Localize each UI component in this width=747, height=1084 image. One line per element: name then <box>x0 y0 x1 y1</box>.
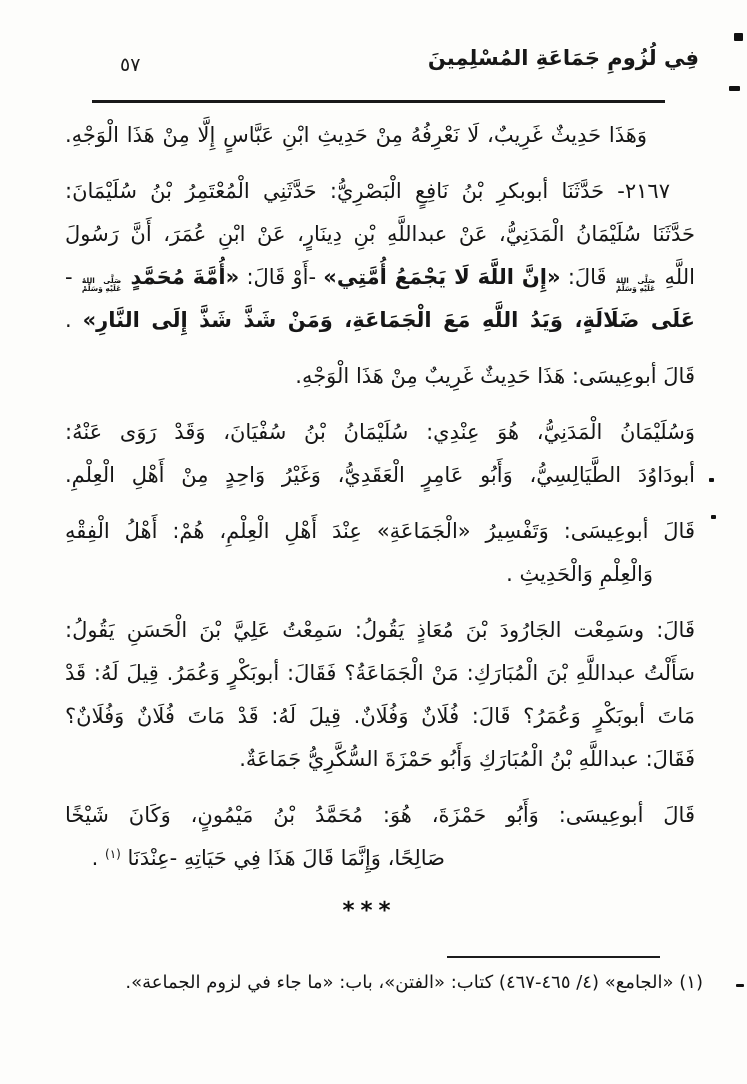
paragraph <box>65 794 695 880</box>
text-segment: فَقَالَ: عبداللَّهِ بْنُ الْمُبَارَكِ وَأَبُو حَمْزَةَ السُّكَّرِيُّ جَمَاعَةٌ. <box>239 747 695 771</box>
text-line <box>65 299 695 342</box>
scan-artifact <box>729 86 740 91</box>
text-segment: قَالَ: <box>560 265 607 289</box>
text-segment: وَسُلَيْمَانُ الْمَدَنِيُّ، هُوَ عِنْدِي: سُلَيْمَانُ بْنُ سُفْيَانَ، وَقَدْ رَوَى عَنْهُ: <box>65 420 695 444</box>
text-segment: قَالَ أبوعِيسَى: وَأَبُو حَمْزَةَ، هُوَ: مُحَمَّدُ بْنُ مَيْمُونٍ، وَكَانَ شَيْخًا <box>65 803 695 827</box>
text-line <box>65 553 695 596</box>
footnote-text: (١) «الجامع» (٤/ ٤٦٥-٤٦٧) كتاب: «الفتن»، باب: «ما جاء في لزوم الجماعة». <box>125 972 703 993</box>
body-text <box>65 114 695 893</box>
text-segment: «أُمَّةَ مُحَمَّدٍ <box>130 265 240 289</box>
text-line <box>65 213 695 256</box>
section-end-asterisks: *** <box>342 898 397 924</box>
text-line <box>65 652 695 695</box>
text-segment: - <box>65 265 73 289</box>
text-segment: اللَّهِ <box>657 265 695 289</box>
scan-artifact <box>736 984 744 987</box>
scan-artifact <box>711 515 716 519</box>
text-segment: أبودَاوُدَ الطَّيَالِسِيُّ، وَأَبُو عَامِرٍ الْعَقَدِيُّ، وَغَيْرُ وَاحِدٍ مِنْ أَهْلِ الْعِلْمِ. <box>65 463 695 487</box>
text-segment: عَلَى ضَلَالَةٍ، وَيَدُ اللَّهِ مَعَ الْجَمَاعَةِ، وَمَنْ شَذَّ شَذَّ إِلَى النَّارِ» <box>82 308 695 332</box>
text-segment: «إِنَّ اللَّهَ لَا يَجْمَعُ أُمَّتِي» <box>323 265 561 289</box>
text-segment: مَاتَ أبوبَكْرٍ وَعُمَرُ؟ قَالَ: فُلَانٌ وَفُلَانٌ. قِيلَ لَهُ: قَدْ مَاتَ فُلَانٌ وَفُلَانٌ؟ <box>65 704 695 728</box>
text-line <box>65 738 695 781</box>
text-line <box>65 355 695 398</box>
paragraph <box>65 355 695 398</box>
prophet-honorific-icon: صَلَّى اللهُ عَلَيْهِ وَسَلَّمْ <box>81 276 122 293</box>
text-line <box>65 510 695 553</box>
text-segment: ٢١٦٧- حَدَّثَنَا أبوبكرِ بْنُ نَافِعٍ الْبَصْرِيُّ: حَدَّثَنِي الْمُعْتَمِرُ بْنُ سُلَيْمَانَ: <box>65 179 670 203</box>
paragraph <box>65 411 695 497</box>
text-segment: . <box>91 846 99 870</box>
text-segment: حَدَّثَنَا سُلَيْمَانُ الْمَدَنِيُّ، عَنْ عبداللَّهِ بْنِ دِينَارٍ، عَنْ ابْنِ عُمَرَ، أَنَّ رَسُولَ <box>65 222 695 246</box>
scan-artifact <box>709 478 714 482</box>
prophet-honorific-icon: صَلَّى اللهُ عَلَيْهِ وَسَلَّمْ <box>615 276 656 293</box>
text-line <box>65 170 695 213</box>
text-segment: صَالِحًا، وَإِنَّمَا قَالَ هَذَا فِي حَيَاتِهِ -عِنْدَنَا <box>127 846 445 870</box>
scan-artifact <box>734 33 743 41</box>
text-segment: وَالْعِلْمِ وَالْحَدِيثِ . <box>506 562 653 586</box>
paragraph <box>65 114 695 157</box>
page-number: ٥٧ <box>120 54 141 76</box>
text-segment: سَأَلْتُ عبداللَّهِ بْنَ الْمُبَارَكِ: مَنْ الْجَمَاعَةُ؟ فَقَالَ: أبوبَكْرٍ وَعُمَرُ. قِيلَ لَهُ: قَدْ <box>65 661 695 685</box>
text-line <box>65 411 695 454</box>
paragraph <box>65 609 695 781</box>
chapter-running-title: فِي لُزُومِ جَمَاعَةِ المُسْلِمِينَ <box>427 46 699 70</box>
text-line <box>65 609 695 652</box>
header-divider-rule <box>92 100 665 103</box>
footnote-marker: (١) <box>105 847 121 861</box>
text-line <box>65 695 695 738</box>
text-line <box>65 454 695 497</box>
text-segment: وَهَذَا حَدِيثٌ غَرِيبٌ، لَا نَعْرِفُهُ مِنْ حَدِيثِ ابْنِ عَبَّاسٍ إِلَّا مِنْ هَذَا الْوَجْهِ. <box>65 123 647 147</box>
text-line <box>65 114 695 157</box>
text-line <box>65 794 695 837</box>
text-line <box>65 837 695 880</box>
text-segment: . <box>65 308 72 332</box>
text-segment: قَالَ: وسَمِعْت الجَارُودَ بْنَ مُعَاذٍ يَقُولُ: سَمِعْتُ عَلِيَّ بْنَ الْحَسَنِ يَقُولُ: <box>65 618 695 642</box>
text-segment: قَالَ أبوعِيسَى: هَذَا حَدِيثٌ غَرِيبٌ مِنْ هَذَا الْوَجْهِ. <box>295 364 695 388</box>
footnote-divider-rule <box>447 956 660 958</box>
text-segment: قَالَ أبوعِيسَى: وَتَفْسِيرُ «الْجَمَاعَةِ» عِنْدَ أَهْلِ الْعِلْمِ، هُمْ: أَهْلُ الْفِقْهِ <box>65 519 695 543</box>
text-line <box>65 256 695 299</box>
text-segment: -أَوْ قَالَ: <box>239 265 317 289</box>
paragraph <box>65 170 695 342</box>
paragraph <box>65 510 695 596</box>
